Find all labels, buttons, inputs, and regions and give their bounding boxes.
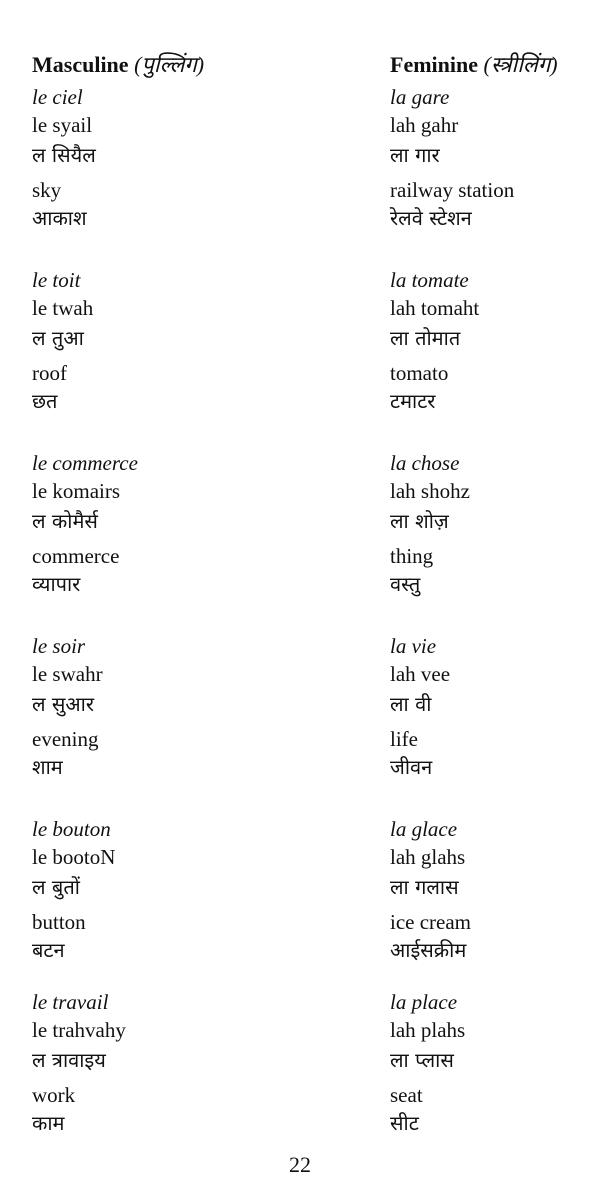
pronunciation: le swahr	[32, 662, 103, 686]
hindi-meaning: काम	[32, 1111, 65, 1135]
pronunciation: le syail	[32, 113, 93, 137]
french-word: le commerce	[32, 451, 138, 475]
english-meaning: ice cream	[390, 910, 472, 934]
english-meaning: commerce	[32, 544, 120, 568]
hindi-meaning: व्यापार	[32, 572, 81, 596]
french-word: le toit	[32, 268, 81, 292]
hindi-meaning: सीट	[390, 1111, 419, 1135]
french-word: la tomate	[390, 268, 469, 292]
hindi-meaning: वस्तु	[390, 572, 421, 596]
french-word: la chose	[390, 451, 460, 475]
french-word: la vie	[390, 634, 437, 658]
english-meaning: roof	[32, 361, 67, 385]
hindi-meaning: रेलवे स्टेशन	[390, 206, 472, 230]
pronunciation: le twah	[32, 296, 94, 320]
english-meaning: thing	[390, 544, 434, 568]
french-word: la gare	[390, 85, 450, 109]
hindi-meaning: आईसक्रीम	[390, 938, 467, 962]
english-meaning: tomato	[390, 361, 449, 385]
french-word: le soir	[32, 634, 86, 658]
masculine-header	[32, 49, 204, 79]
pronunciation: lah gahr	[390, 113, 459, 137]
english-meaning: evening	[32, 727, 99, 751]
hindi-meaning: बटन	[32, 938, 65, 962]
masculine-hindi-label: (पुल्लिंग)	[134, 52, 205, 77]
pronunciation: le komairs	[32, 479, 121, 503]
hindi-transliteration: ल तुआ	[32, 326, 84, 350]
feminine-hindi-label: (स्त्रीलिंग)	[483, 52, 558, 77]
french-word: la glace	[390, 817, 458, 841]
hindi-meaning: शाम	[32, 755, 63, 779]
hindi-meaning: टमाटर	[390, 389, 436, 413]
french-word: le ciel	[32, 85, 83, 109]
hindi-transliteration: ल त्रावाइय	[32, 1048, 106, 1072]
masculine-label: Masculine	[32, 52, 129, 77]
hindi-transliteration: ला शोज़	[390, 509, 449, 533]
french-word: le travail	[32, 990, 109, 1014]
hindi-meaning: छत	[32, 389, 58, 413]
hindi-transliteration: ल सियैल	[32, 143, 96, 167]
english-meaning: button	[32, 910, 86, 934]
hindi-transliteration: ला तोमात	[390, 326, 461, 350]
pronunciation: lah tomaht	[390, 296, 480, 320]
pronunciation: lah glahs	[390, 845, 466, 869]
hindi-transliteration: ला गलास	[390, 875, 459, 899]
pronunciation: le trahvahy	[32, 1018, 126, 1042]
english-meaning: life	[390, 727, 418, 751]
pronunciation: le bootoN	[32, 845, 116, 869]
hindi-transliteration: ल कोमैर्स	[32, 509, 98, 533]
hindi-transliteration: ला वी	[390, 692, 432, 716]
pronunciation: lah vee	[390, 662, 451, 686]
hindi-transliteration: ल बुतों	[32, 875, 80, 899]
feminine-label: Feminine	[390, 52, 478, 77]
french-word: la place	[390, 990, 458, 1014]
hindi-transliteration: ल सुआर	[32, 692, 95, 716]
french-word: le bouton	[32, 817, 111, 841]
hindi-transliteration: ला प्लास	[390, 1048, 454, 1072]
page-number: 22	[289, 1152, 311, 1177]
english-meaning: work	[32, 1083, 76, 1107]
hindi-meaning: जीवन	[390, 755, 433, 779]
hindi-transliteration: ला गार	[390, 143, 440, 167]
feminine-header	[390, 49, 558, 79]
pronunciation: lah shohz	[390, 479, 470, 503]
english-meaning: railway station	[390, 178, 515, 202]
hindi-meaning: आकाश	[32, 206, 87, 230]
english-meaning: sky	[32, 178, 62, 202]
pronunciation: lah plahs	[390, 1018, 466, 1042]
english-meaning: seat	[390, 1083, 423, 1107]
